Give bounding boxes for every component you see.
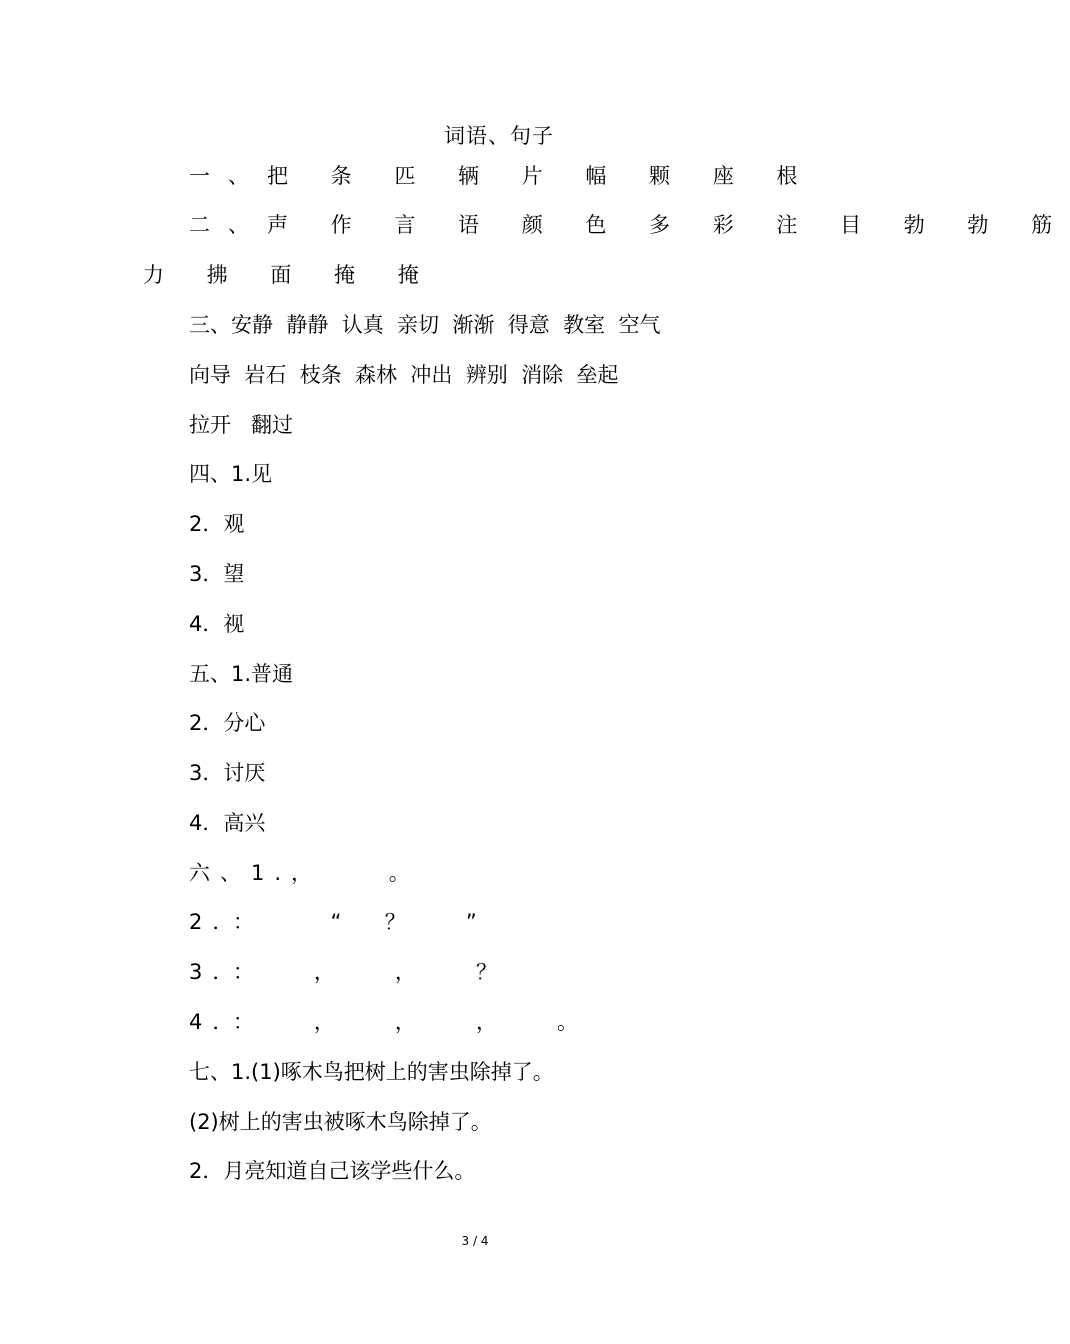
answer-line-5-3: 3．讨厌 [189,761,266,785]
document-title: 词语、句子 [444,124,554,148]
answer-line-5-4: 4．高兴 [189,811,266,835]
answer-line-2: 二、声 作 言 语 颜 色 多 彩 注 目 勃 勃 筋 [189,213,1070,237]
answer-line-6-1: 六、1.， 。 [189,861,420,885]
answer-line-4-1: 四、1.见 [189,462,273,486]
answer-line-6-2: 2．： “ ？ ” [189,910,487,934]
answer-line-6-4: 4．： ， ， ， 。 [189,1010,588,1034]
answer-line-4-2: 2．观 [189,512,245,536]
answer-line-6-3: 3．： ， ， ？ [189,960,507,984]
answer-line-7-1: 七、1.(1)啄木鸟把树上的害虫除掉了。 [189,1060,554,1084]
answer-line-7-2: 2．月亮知道自己该学些什么。 [189,1159,476,1183]
answer-line-5-2: 2．分心 [189,711,266,735]
answer-line-1: 一、把 条 匹 辆 片 幅 颗 座 根 [189,164,816,188]
answer-line-4-4: 4．视 [189,612,245,636]
answer-line-3-cont: 向导 岩石 枝条 森林 冲出 辨别 消除 垒起 [189,363,619,387]
page-number: 3 / 4 [461,1234,489,1248]
answer-line-5-1: 五、1.普通 [189,662,294,686]
answer-line-2-cont: 力 拂 面 掩 掩 [143,263,437,287]
answer-line-7-1b: (2)树上的害虫被啄木鸟除掉了。 [189,1110,492,1134]
answer-line-3-cont2: 拉开 翻过 [189,413,294,437]
answer-line-3: 三、安静 静静 认真 亲切 渐渐 得意 教室 空气 [189,313,661,337]
answer-line-4-3: 3．望 [189,562,245,586]
